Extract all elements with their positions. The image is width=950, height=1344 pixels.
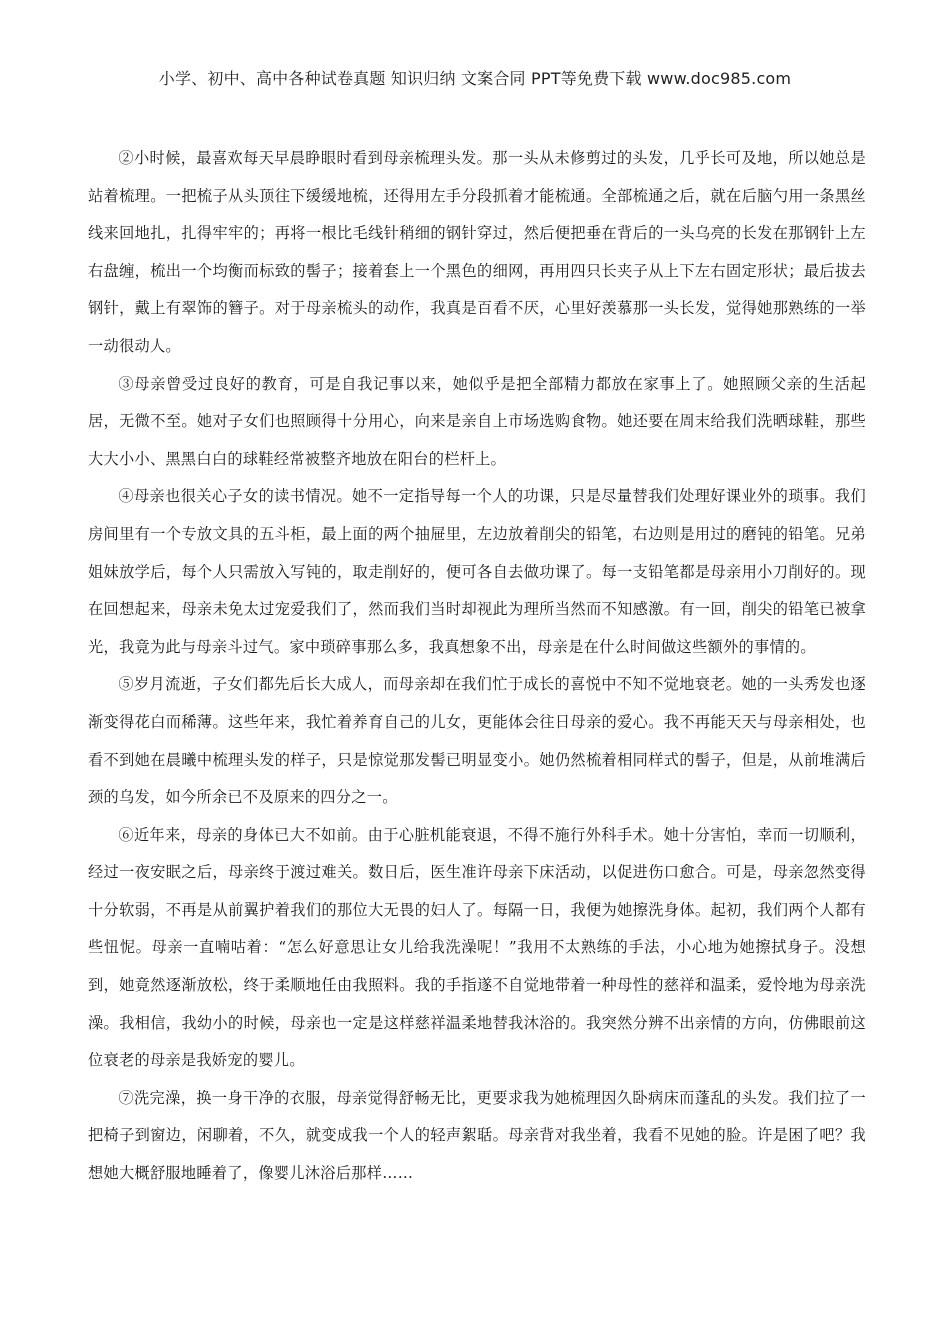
- paragraph-6: ⑥近年来，母亲的身体已大不如前。由于心脏机能衰退，不得不施行外科手术。她十分害怕，幸而一切顺利，经过一夜安眠之后，母亲终于渡过难关。数日后，医生准许母亲下床活动，以促进伤口愈合。可是，母亲忽然变得十分软弱，不再是从前翼护着我们的那位大无畏的妇人了。每隔一日，我便为她擦洗身体。起初，我们两个人都有些忸怩。母亲一直喃咕着：“怎么好意思让女儿给我洗澡呢！”我用不太熟练的手法，小心地为她擦拭身子。没想到，她竟然逐渐放松，终于柔顺地任由我照料。我的手指遂不自觉地带着一种母性的慈祥和温柔，爱怜地为母亲洗澡。我相信，我幼小的时候，母亲也一定是这样慈祥温柔地替我沐浴的。我突然分辨不出亲情的方向，仿佛眼前这位衰老的母亲是我娇宠的婴儿。: [88, 825, 866, 1070]
- paragraph-3: ③母亲曾受过良好的教育，可是自我记事以来，她似乎是把全部精力都放在家事上了。她照顾父亲的生活起居，无微不至。她对子女们也照顾得十分用心，向来是亲自上市场选购食物。她还要在周末给我们洗晒球鞋，那些大大小小、黑黑白白的球鞋经常被整齐地放在阳台的栏杆上。: [88, 374, 866, 468]
- paragraph-7: ⑦洗完澡，换一身干净的衣服，母亲觉得舒畅无比，更要求我为她梳理因久卧病床而蓬乱的头发。我们拉了一把椅子到窗边，闲聊着，不久，就变成我一个人的轻声絮聒。母亲背对我坐着，我看不见她的脸。许是困了吧？我想她大概舒服地睡着了，像婴儿沐浴后那样……: [88, 1088, 866, 1183]
- paragraph-5: ⑤岁月流逝，子女们都先后长大成人，而母亲却在我们忙于成长的喜悦中不知不觉地衰老。她的一头秀发也逐渐变得花白而稀薄。这些年来，我忙着养育自己的儿女，更能体会往日母亲的爱心。我不再能天天与母亲相处，也看不到她在晨曦中梳理头发的样子，只是惊觉那发髻已明显变小。她仍然梳着相同样式的髻子，但是，从前堆满后颈的乌发，如今所余已不及原来的四分之一。: [88, 675, 866, 807]
- paragraph-2: ②小时候，最喜欢每天早晨睁眼时看到母亲梳理头发。那一头从未修剪过的头发，几乎长可及地，所以她总是站着梳理。一把梳子从头顶往下缓缓地梳，还得用左手分段抓着才能梳通。全部梳通之后，就在后脑勺用一条黑丝线来回地扎，扎得牢牢的；再将一根比毛线针稍细的钢针穿过，然后便把垂在背后的一头乌亮的长发在那钢针上左右盘缠，梳出一个均衡而标致的髻子；接着套上一个黑色的细网，再用四只长夹子从上下左右固定形状；最后拔去钢针，戴上有翠饰的簪子。对于母亲梳头的动作，我真是百看不厌，心里好羡慕那一头长发，觉得她那熟练的一举一动很动人。: [88, 149, 866, 355]
- page-header: 小学、初中、高中各种试卷真题 知识归纳 文案合同 PPT等免费下载 www.doc985.com: [158, 69, 792, 88]
- paragraph-4: ④母亲也很关心子女的读书情况。她不一定指导每一个人的功课，只是尽量替我们处理好课业外的琐事。我们房间里有一个专放文具的五斗柜，最上面的两个抽屉里，左边放着削尖的铅笔，右边则是用过的磨钝的铅笔。兄弟姐妹放学后，每个人只需放入写钝的，取走削好的，便可各自去做功课了。每一支铅笔都是母亲用小刀削好的。现在回想起来，母亲未免太过宠爱我们了，然而我们当时却视此为理所当然而不知感激。有一回，削尖的铅笔已被拿光，我竟为此与母亲斗过气。家中琐碎事那么多，我真想象不出，母亲是在什么时间做这些额外的事情的。: [88, 487, 866, 656]
- article-body: [88, 140, 866, 1193]
